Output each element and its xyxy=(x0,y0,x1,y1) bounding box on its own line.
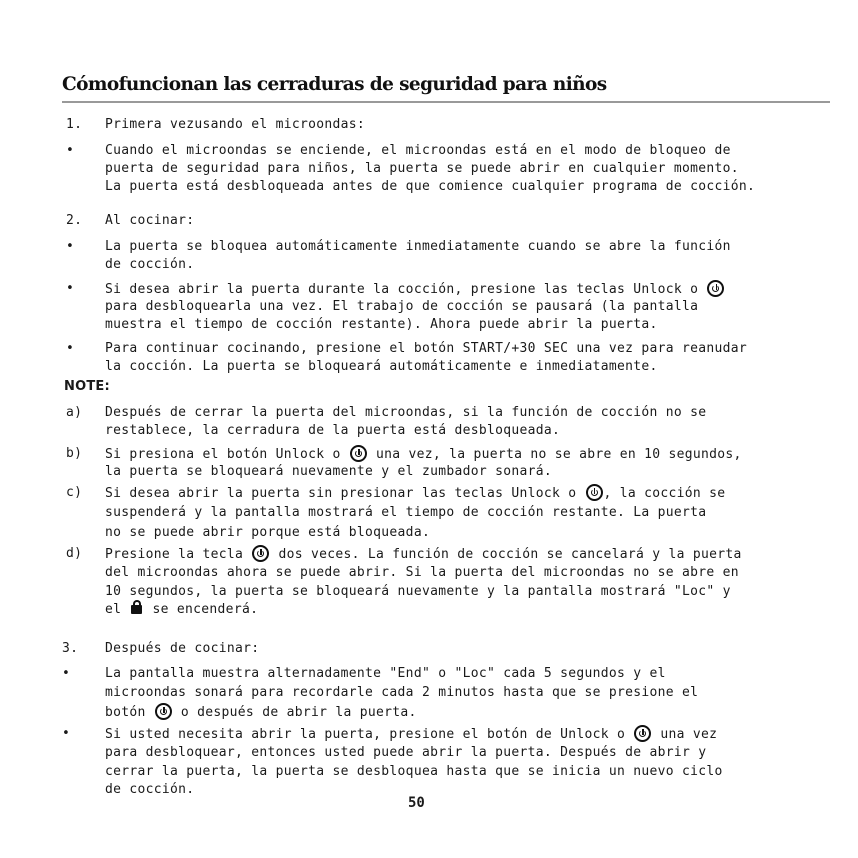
text-line: suspenderá y la pantalla mostrará el tiempo de cocción restante. La puerta xyxy=(105,505,707,520)
text-span: botón xyxy=(105,705,146,720)
section-heading: Al cocinar: xyxy=(105,213,195,228)
section-number: 1. xyxy=(66,117,83,132)
text-span: Presione la tecla xyxy=(105,547,244,562)
text-span: Si usted necesita abrir la puerta, presione el botón de Unlock o xyxy=(105,727,626,742)
bullet: • xyxy=(62,666,71,681)
text-span: , la cocción se xyxy=(603,486,726,501)
text-line: 10 segundos, la puerta se bloqueará nuevamente y la pantalla mostrará "Loc" y xyxy=(105,584,731,599)
text-line: puerta de seguridad para niños, la puerta se puede abrir en cualquier momento. xyxy=(105,161,739,176)
text-line: no se puede abrir porque está bloqueada. xyxy=(105,525,431,540)
text-line xyxy=(105,703,417,723)
text-span: el xyxy=(105,602,122,617)
text-line: cerrar la puerta, la puerta se desbloquea hasta que se inicia un nuevo ciclo xyxy=(105,764,723,779)
page-title: Cómofuncionan las cerraduras de seguridad para niños xyxy=(62,74,607,95)
text-line: de cocción. xyxy=(105,782,195,797)
note-marker: d) xyxy=(66,546,83,561)
page-number: 50 xyxy=(408,795,425,811)
padlock-icon xyxy=(131,605,142,614)
title-rule xyxy=(62,101,830,103)
text-line: de cocción. xyxy=(105,257,195,272)
note-marker: a) xyxy=(66,405,83,420)
text-span: dos veces. La función de cocción se cancelará y la puerta xyxy=(278,547,742,562)
note-marker: b) xyxy=(66,446,83,461)
text-line: Para continuar cocinando, presione el botón START/+30 SEC una vez para reanudar xyxy=(105,341,748,356)
text-line: Cuando el microondas se enciende, el microondas está en el modo de bloqueo de xyxy=(105,143,731,158)
bullet: • xyxy=(66,341,75,356)
text-line: la cocción. La puerta se bloqueará automáticamente e inmediatamente. xyxy=(105,359,658,374)
section-heading: Primera vezusando el microondas: xyxy=(105,117,366,132)
text-span: una vez xyxy=(660,727,718,742)
text-line: La puerta está desbloqueada antes de que comience cualquier programa de cocción. xyxy=(105,179,756,194)
text-line: La puerta se bloquea automáticamente inmediatamente cuando se abre la función xyxy=(105,239,731,254)
power-unlock-icon xyxy=(586,484,603,501)
text-line xyxy=(105,280,725,300)
note-marker: c) xyxy=(66,485,83,500)
text-line xyxy=(105,445,742,465)
text-line: microondas sonará para recordarle cada 2 minutos hasta que se presione el xyxy=(105,685,699,700)
note-label: NOTE: xyxy=(64,379,110,394)
section-heading: Después de cocinar: xyxy=(105,641,260,656)
bullet: • xyxy=(66,281,75,296)
section-number: 3. xyxy=(62,641,79,656)
text-line: para desbloquearla una vez. El trabajo de cocción se pausará (la pantalla xyxy=(105,299,699,314)
power-unlock-icon xyxy=(350,445,367,462)
text-span: Si desea abrir la puerta sin presionar las teclas Unlock o xyxy=(105,486,577,501)
text-line: para desbloquear, entonces usted puede abrir la puerta. Después de abrir y xyxy=(105,745,707,760)
text-line xyxy=(105,601,258,620)
bullet: • xyxy=(66,239,75,254)
text-line xyxy=(105,545,742,565)
text-line xyxy=(105,725,717,745)
power-unlock-icon xyxy=(155,703,172,720)
text-line xyxy=(105,484,725,504)
text-line: la puerta se bloqueará nuevamente y el zumbador sonará. xyxy=(105,464,552,479)
power-unlock-icon xyxy=(252,545,269,562)
text-line: muestra el tiempo de cocción restante). Ahora puede abrir la puerta. xyxy=(105,317,658,332)
power-unlock-icon xyxy=(634,725,651,742)
bullet: • xyxy=(62,726,71,741)
text-span: una vez, la puerta no se abre en 10 segundos, xyxy=(375,447,742,462)
text-span: Si presiona el botón Unlock o xyxy=(105,447,341,462)
bullet: • xyxy=(66,143,75,158)
text-span: o después de abrir la puerta. xyxy=(180,705,417,720)
text-line: La pantalla muestra alternadamente "End" o "Loc" cada 5 segundos y el xyxy=(105,666,666,681)
text-span: se encenderá. xyxy=(152,602,259,617)
text-line: restablece, la cerradura de la puerta está desbloqueada. xyxy=(105,423,561,438)
power-unlock-icon xyxy=(707,280,724,297)
section-number: 2. xyxy=(66,213,83,228)
text-span: Si desea abrir la puerta durante la cocción, presione las teclas Unlock o xyxy=(105,282,699,297)
text-line: Después de cerrar la puerta del microondas, si la función de cocción no se xyxy=(105,405,707,420)
text-line: del microondas ahora se puede abrir. Si la puerta del microondas no se abre en xyxy=(105,565,739,580)
